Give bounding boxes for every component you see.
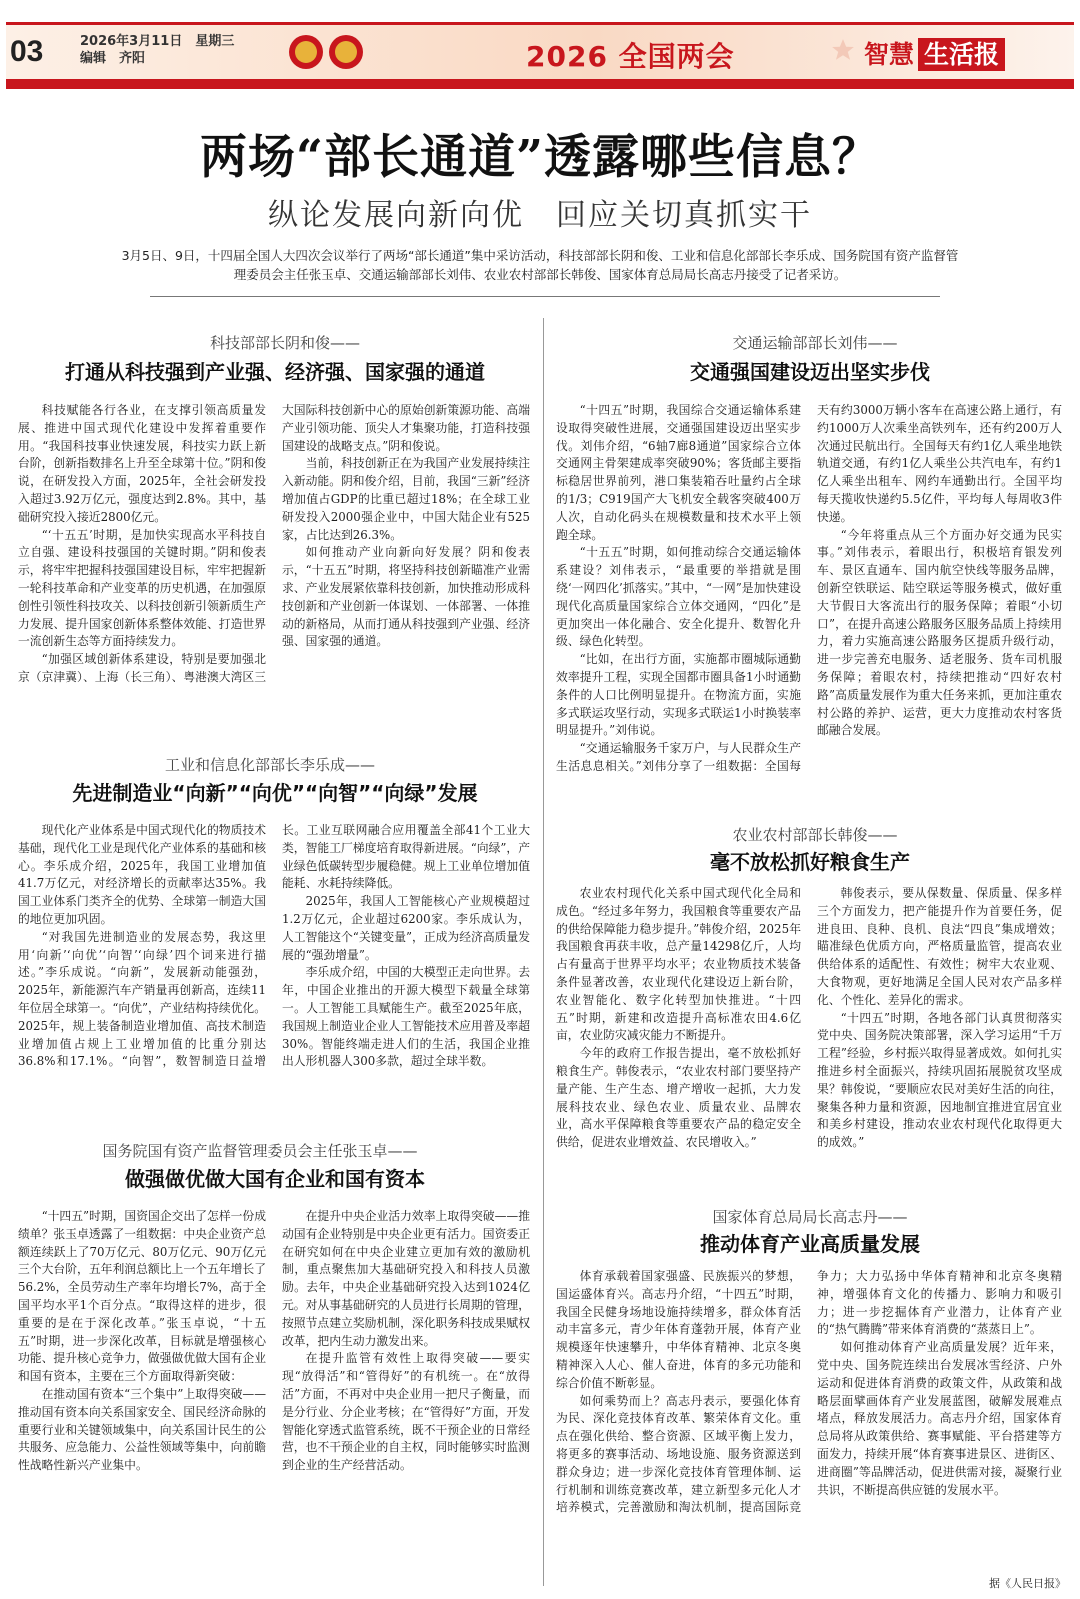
masthead-bar: [6, 79, 1074, 89]
paragraph: “十四五”时期，各地各部门认真贯彻落实党中央、国务院决策部署，深入学习运用“千万工程”经验，乡村振兴取得显著成效。如何扎实推进乡村全面振兴，持续巩固拓展脱贫攻坚成果？韩俊说，“要顺应农民对美好生活的向往，聚集各种力量和资源，因地制宜推进宜居宜业和美乡村建设，推动农业农村现代化取得更大的成效。”: [817, 1010, 1062, 1150]
section-kicker: 工业和信息化部部长李乐成——: [164, 756, 375, 774]
paragraph: 如何推动产业向新向好发展？阴和俊表示，“十五五”时期，将坚持科技创新瞄准产业需求、产业发展紧依靠科技创新，加快推动形成科技创新和产业创新一体谋划、一体部署、一体推动的新格局，从而打通从科技强到产业强、经济强、国家强的通道。: [282, 545, 530, 649]
lead-paragraph: 3月5日、9日，十四届全国人大四次会议举行了两场“部长通道”集中采访活动，科技部部长阴和俊、工业和信息化部部长李乐成、国务院国有资产监督管理委员会主任张玉卓、交通运输部部长刘伟、农业农村部部长韩俊、国家体育总局局长高志丹接受了记者采访。: [121, 248, 959, 282]
page-number: 03: [10, 35, 44, 68]
masthead: [6, 22, 1074, 89]
section-title: 做强做优做大国有企业和国有资本: [125, 1167, 425, 1191]
article-body: [556, 1268, 1062, 1572]
editor-credit: 编辑 齐阳: [80, 51, 146, 66]
paragraph: 如何推动体育产业高质量发展？近年来，党中央、国务院连续出台发展冰雪经济、户外运动和促进体育消费的政策文件，从政策和战略层面擘画体育产业发展蓝图，破解发展难点堵点，释放发展活力。高志丹介绍，国家体育总局将从政策供给、赛事赋能、平台搭建等方面发力，持续开展“体育赛事进景区、进街区、进商圈”等品牌活动，促进供需对接，凝聚行业共识，不断提高供应链的发展水平。: [817, 1340, 1062, 1497]
paragraph: 现代化产业体系是中国式现代化的物质技术基础，现代化工业是现代化产业体系的基础和核心。李乐成介绍，2025年，我国工业增加值41.7万亿元，对经济增长的贡献率达35%。我国工业体系门类齐全的优势、全球第一制造大国的地位更加巩固。: [18, 823, 266, 926]
paragraph: “十五五”时期，如何推动综合交通运输体系建设？刘伟表示，“最重要的举措就是围绕‘一网四化’抓落实。”其中，“一网”是加快建设现代化高质量国家综合立体交通网，“四化”是更加突出一体化融合、安全化提升、数智化升级、绿色化转型。: [556, 545, 801, 649]
headline: 两场“部长通道”透露哪些信息？: [199, 130, 881, 185]
paragraph: 在推动国有资本“三个集中”上取得突破——推动国有资本向关系国家安全、国民经济命脉的重要行业和关键领域集中，向关系国计民生的公共服务、应急能力、公益性领域等集中，向前瞻性战略性新兴产业集中。: [18, 1386, 267, 1473]
paragraph: 如何乘势而上？高志丹表示，要强化体育为民、深化竞技体育改革、繁荣体育文化。重点在强化供给、整合资源、区域平衡上发力，将更多的赛事活动、场地设施、服务资源送到群众身边；进一步深化竞技体育管理体制、运行机制和训练竞赛改革，建立新型多元化人才培养模式，完善激励和淘汰机制，提高国际竞争力；大力弘扬中华体育精神和北京冬奥精神，增强体育文化的传播力、影响力和吸引力；进一步挖掘体育产业潜力，让体育产业的“热气腾腾”带来体育消费的“蒸蒸日上”。: [556, 1269, 1062, 1515]
article-body: [18, 822, 530, 1140]
brand-zhihui: 智慧: [864, 40, 915, 69]
paragraph: 当前，科技创新正在为我国产业发展持续注入新动能。阴和俊介绍，目前，我国“三新”经济增加值占GDP的比重已超过18%；在全球工业研发投入2000强企业中，中国大陆企业有525家，占比达到26.3%。: [282, 456, 530, 542]
paragraph: 李乐成介绍，中国的大模型正走向世界。去年，中国企业推出的开源大模型下载量全球第一。人工智能工具赋能生产。截至2025年底，我国规上制造业企业人工智能技术应用普及率超30%。智能终端走进人们的生活，我国企业推出人形机器人300多款，超过全球半数。: [282, 965, 530, 1069]
paragraph: 在提升监管有效性上取得突破——要实现“放得活”和“管得好”的有机统一。在“放得活”方面，不再对中央企业用一把尺子衡量，而是分行业、分企业考核；在“管得好”方面，开发智能化穿透式监管系统，既不干预企业的日常经营，也不干预企业的自主权，同时能够实时监测到企业的生产经营活动。: [282, 1351, 530, 1473]
section-title: 打通从科技强到产业强、经济强、国家强的通道: [65, 360, 485, 384]
section-title: 先进制造业“向新”“向优”“向智”“向绿”发展: [72, 781, 478, 805]
section-kicker: 交通运输部部长刘伟——: [732, 334, 898, 352]
article-body: [18, 402, 530, 758]
paragraph: “十四五”时期，我国综合交通运输体系建设取得突破性进展，交通强国建设迈出坚实步伐。刘伟介绍，“6轴7廊8通道”国家综合立体交通网主骨架建成率突破90%；客货邮主要指标稳居世界前列，港口集装箱吞吐量约占全球的1/3；C919国产大飞机安全载客突破400万人次，自动化码头在规模数量和技术水平上领跑全球。: [556, 403, 801, 542]
section-kicker: 农业农村部部长韩俊——: [732, 826, 898, 844]
section-kicker: 科技部部长阴和俊——: [209, 334, 360, 352]
paragraph: “比如，在出行方面，实施都市圈城际通勤效率提升工程，实现全国都市圈具备1小时通勤条件的人口比例明显提升。在物流方面，实施多式联运攻坚行动，实现多式联运1小时换装率明显提升。”刘伟说。: [556, 652, 801, 738]
paragraph: “交通运输服务千家万户，与人民群众生产生活息息相关。”刘伟分享了一组数据：全国每天有约3000万辆小客车在高速公路上通行，有约1000万人次乘坐高铁列车，还有约200万人次通过民航出行。全国每天有约1亿人乘坐地铁轨道交通，有约1亿人乘坐公共汽电车，有约1亿人乘坐出租车、网约车通勤出行。全国平均每天揽收快递约5.5亿件，平均每人每周收3件快递。: [556, 403, 1062, 773]
section-title: 交通强国建设迈出坚实步伐: [690, 360, 930, 384]
brand-name: 生活报: [918, 38, 1005, 71]
section-title: 推动体育产业高质量发展: [700, 1232, 920, 1256]
article-body: [18, 1208, 530, 1582]
subheadline: 纵论发展向新向优 回应关切真抓实干: [268, 198, 812, 233]
section-kicker: 国家体育总局局长高志丹——: [712, 1208, 908, 1226]
paragraph: 今年的政府工作报告提出，毫不放松抓好粮食生产。韩俊表示，“农业农村部门要坚持产量产能、生产生态、增产增收一起抓，大力发展科技农业、绿色农业、质量农业、品牌农业，高水平保障粮食等重要农产品的稳定安全供给，促进农业增效益、农民增收入。”: [556, 1046, 801, 1150]
column-divider: [543, 318, 544, 1586]
paragraph: “十四五”时期，国资国企交出了怎样一份成绩单？张玉卓透露了一组数据：中央企业资产总额连续跃上了70万亿元、80万亿元、90万亿元三个大台阶，五年利润总额比上一个五年增长了56.2%，全员劳动生产率年均增长7%，高于全国平均水平1个百分点。“取得这样的进步，很重要的是在于深化改革。”张玉卓说，“十五五”时期，进一步深化改革，目标就是增强核心功能、提升核心竞争力，做强做优做大国有企业和国有资本，主要在三个方面取得新突破：: [18, 1209, 267, 1384]
paragraph: “‘十五五’时期，是加快实现高水平科技自立自强、建设科技强国的关键时期。”阴和俊表示，将牢牢把握科技强国建设目标，牢牢把握新一轮科技革命和产业变革的历史机遇，在加强原创性引领性科技攻关、以科技创新引领新质生产力发展、提升国家创新体系整体效能、打造世界一流创新生态等方面持续发力。: [18, 527, 266, 649]
paragraph: “今年将重点从三个方面办好交通为民实事。”刘伟表示，着眼出行，积极培育银发列车、景区直通车、国内航空快线等服务品牌，创新空铁联运、陆空联运等服务模式，做好重大节假日大客流出行的服务保障；着眼“小切口”，在提升高速公路服务区服务品质上持续用力，着力实施高速公路服务区提质升级行动，进一步完善充电服务、适老服务、货车司机服务保障；着眼农村，持续把推动“四好农村路”高质量发展作为重大任务来抓，更加注重农村公路的养护、运营，更大力度推动农村客货邮融合发展。: [817, 527, 1062, 738]
paragraph: 农业农村现代化关系中国式现代化全局和成色。“经过多年努力，我国粮食等重要农产品的供给保障能力稳步提升。”韩俊介绍，2025年我国粮食再获丰收，总产量14298亿斤，人均占有量高于世界平均水平；农业物质技术装备条件显著改善，农业现代化建设迈上新台阶，农业智能化、数字化转型加快推进。“十四五”时期，新建和改造提升高标准农田4.6亿亩，农业防灾减灾能力不断提升。: [556, 886, 801, 1043]
section-title: 2026 全国两会: [526, 40, 735, 73]
paragraph: 体育承载着国家强盛、民族振兴的梦想，国运盛体育兴。高志丹介绍，“十四五”时期，我国全民健身场地设施持续增多，群众体育活动丰富多元，青少年体育蓬勃开展，体育产业规模逐年快速攀升，中华体育精神、北京冬奥精神深入人心、催人奋进，体育的多元功能和综合价值不断彰显。: [556, 1269, 801, 1390]
issue-meta: [80, 33, 234, 67]
paragraph: “对我国先进制造业的发展态势，我这里用‘向新’‘向优’‘向智’‘向绿’四个词来进行描述。”李乐成说。“向新”，发展新动能强劲，2025年，新能源汽车产销量再创新高，连续11年位居全球第一。“向优”，产业结构持续优化。2025年，规上装备制造业增加值、高技术制造业增加值占规上工业增加值的比重分别达36.8%和17.1%。“向智”，数智制造日益增长。工业互联网融合应用覆盖全部41个工业大类，智能工厂梯度培育取得新进展。“向绿”，产业绿色低碳转型步履稳健。规上工业单位增加值能耗、水耗持续降低。: [18, 823, 530, 1069]
article-body: [556, 885, 1062, 1191]
star-icon: [830, 37, 856, 63]
article-body: [556, 402, 1062, 804]
source-credit: 据《人民日报》: [989, 1577, 1066, 1590]
paragraph: 在提升中央企业活力效率上取得突破——推动国有企业特别是中央企业更有活力。国资委正在研究如何在中央企业建立更加有效的激励机制，重点聚焦加大基础研究投入和科技人员激励。去年，中央企业基础研究投入达到1024亿元。对从事基础研究的人员进行长周期的管理，按照节点建立奖励机制，深化职务科技成果赋权改革，把内生动力激发出来。: [282, 1209, 530, 1348]
divider: [150, 296, 940, 297]
newspaper-brand: [864, 35, 1005, 71]
emblems-icon: [286, 31, 366, 73]
paragraph: 韩俊表示，要从保数量、保质量、保多样三个方面发力，把产能提升作为首要任务，促进良田、良种、良机、良法“四良”集成增效；瞄准绿色优质方向，严格质量监管，提高农业供给体系的适配性、有效性；树牢大农业观、大食物观，更好地满足全国人民对农产品多样化、个性化、差异化的需求。: [817, 886, 1062, 1007]
section-kicker: 国务院国有资产监督管理委员会主任张玉卓——: [102, 1142, 418, 1160]
issue-date: 2026年3月11日 星期三: [80, 34, 235, 49]
paragraph: 科技赋能各行各业，在支撑引领高质量发展、推进中国式现代化建设中发挥着重要作用。“我国科技事业快速发展，科技实力跃上新台阶，创新指数排名上升至全球第十位。”阴和俊说，在研发投入方面，2025年，全社会研发投入超过3.92万亿元，强度达到2.8%。其中，基础研究投入接近2800亿元。: [18, 403, 266, 524]
paragraph: 2025年，我国人工智能核心产业规模超过1.2万亿元，企业超过6200家。李乐成认为，人工智能这个“关键变量”，正成为经济高质量发展的“强劲增量”。: [282, 894, 530, 962]
section-title: 毫不放松抓好粮食生产: [710, 850, 910, 874]
paragraph: “加强区域创新体系建设，特别是要加强北京（京津冀）、上海（长三角）、粤港澳大湾区三大国际科技创新中心的原始创新策源功能、高端产业引领功能、顶尖人才集聚功能，打造科技强国建设的战略支点。”阴和俊说。: [18, 403, 530, 684]
